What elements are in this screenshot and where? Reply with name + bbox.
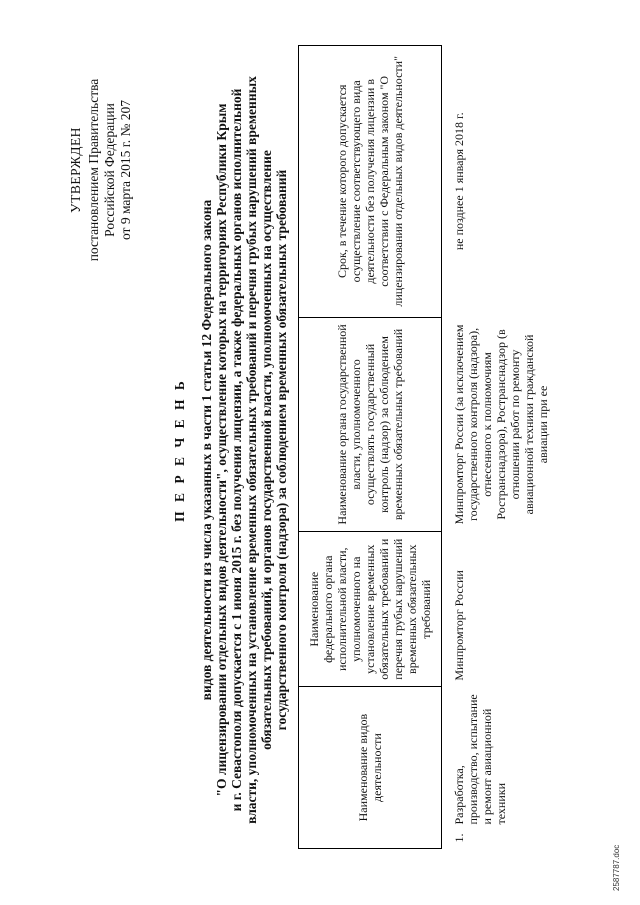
approval-title: УТВЕРЖДЕН <box>68 127 83 213</box>
header-deadline: Срок, в течение которого допускается осуществление соответствующего вида деятельности без получения лицензии в соответствии с Федеральным законом "О лицензировании отдельных видов деятельности" <box>299 46 442 318</box>
header-activity: Наименование видов деятельности <box>299 687 442 849</box>
table-row <box>442 46 551 849</box>
heading-line-6: государственного контроля (надзора) за соблюдением временных обязательных требований <box>274 169 289 731</box>
approval-line-1: постановлением Правительства <box>86 78 101 262</box>
activities-table <box>298 45 550 849</box>
document-file-id: 2587787.doc <box>612 844 621 891</box>
cell-federal-body: Минпромторг России <box>452 570 466 681</box>
approval-line-3: от 9 марта 2015 г. № 207 <box>118 99 133 241</box>
heading-line-3: и г. Севастополя допускается с 1 июня 2015 г. без получения лицензии, а также федеральных органов исполнительной <box>229 88 244 812</box>
heading-line-2: "О лицензировании отдельных видов деятельности", осуществление которых на территориях Республики Крым <box>214 103 229 797</box>
header-control-body: Наименование органа государственной власти, уполномоченного осуществлять государственный контроль (надзор) за соблюдением временных обязательных требований <box>299 317 442 532</box>
row-number: 1. <box>452 833 466 843</box>
heading-line-1: видов деятельности из числа указанных в части 1 статьи 12 Федерального закона <box>199 199 214 701</box>
cell-control-body: Минпромторг России (за исключением государственного контроля (надзора), отнесенного к полномочиям Ространснадзора), Ространснадзор (в отношении работ по ремонту авиационной техники гражданской авиации при ее <box>452 324 550 525</box>
table-header-row <box>299 46 442 849</box>
approval-line-2: Российской Федерации <box>102 103 117 237</box>
activity-text: Разработка, производство, испытание и ремонт авиационной техники <box>452 694 508 825</box>
header-federal-body: Наименование федерального органа исполнительной власти, уполномоченного на установление временных обязательных требований и перечня грубых нарушений временных обязательных требований <box>299 532 442 687</box>
heading-line-4: власти, уполномоченных на установление временных обязательных требований и перечня грубых нарушений временных <box>244 76 259 824</box>
heading-line-5: обязательных требований, и органов государственной власти, уполномоченных на осуществление <box>259 150 274 750</box>
cell-deadline: не позднее 1 января 2018 г. <box>452 112 466 251</box>
document-title: П Е Р Е Ч Е Н Ь <box>172 378 187 522</box>
cell-activity <box>442 687 551 849</box>
approval-stamp <box>68 40 134 300</box>
document-heading <box>172 40 289 860</box>
